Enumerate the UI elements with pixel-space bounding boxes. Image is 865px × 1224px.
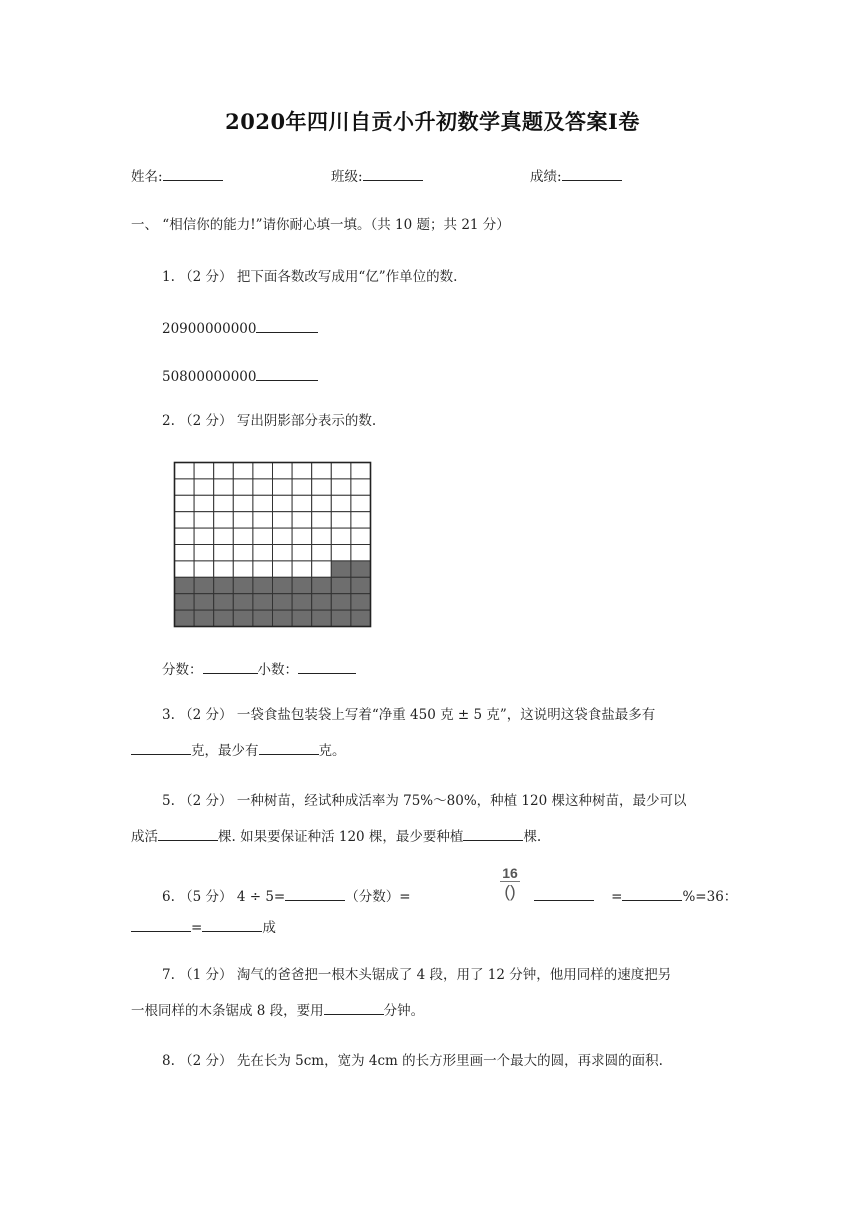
- answer-blank: [259, 740, 319, 755]
- grid-cell: [214, 463, 234, 479]
- grid-cell: [351, 512, 371, 528]
- question-7-line-1: 7. （1 分） 淘气的爸爸把一根木头锯成了 4 段，用了 12 分钟，他用同样的速度把另: [162, 967, 672, 983]
- decimal-blank: [298, 659, 356, 674]
- grid-cell: [273, 463, 293, 479]
- grid-cell-shaded: [214, 610, 234, 626]
- grid-cell-shaded: [175, 610, 195, 626]
- fraction-denominator: (): [504, 882, 516, 901]
- answer-blank: [202, 917, 262, 932]
- grid-cell: [214, 512, 234, 528]
- grid-cell: [194, 512, 214, 528]
- grid-cell: [253, 463, 273, 479]
- fraction-numerator: 16: [502, 865, 518, 881]
- number-text: 20900000000: [162, 321, 257, 337]
- question-text: 克。: [318, 743, 346, 759]
- grid-cell: [175, 512, 195, 528]
- grid-cell: [233, 528, 253, 544]
- name-blank: [163, 166, 223, 181]
- question-text: 克，最少有: [191, 743, 259, 759]
- grid-cell-shaded: [214, 594, 234, 610]
- name-label: 姓名:: [131, 169, 163, 185]
- grid-cell: [292, 561, 312, 577]
- grid-cell: [312, 561, 332, 577]
- grid-cell: [175, 479, 195, 495]
- class-field: [331, 166, 423, 186]
- grid-cell: [273, 545, 293, 561]
- section-heading: 一、 “相信你的能力!”请你耐心填一填。（共 10 题；共 21 分）: [131, 217, 510, 233]
- score-label: 成绩:: [530, 169, 562, 185]
- score-field: [530, 166, 622, 186]
- grid-cell: [233, 495, 253, 511]
- grid-cell-shaded: [331, 594, 351, 610]
- question-2-answer: [162, 659, 356, 679]
- grid-cell: [292, 512, 312, 528]
- grid-cell: [351, 545, 371, 561]
- grid-cell-shaded: [233, 577, 253, 593]
- answer-blank: [463, 826, 523, 841]
- class-blank: [363, 166, 423, 181]
- grid-cell: [175, 561, 195, 577]
- grid-cell-shaded: [331, 610, 351, 626]
- grid-cell: [312, 495, 332, 511]
- grid-cell-shaded: [273, 577, 293, 593]
- grid-cell: [351, 495, 371, 511]
- grid-cell: [312, 463, 332, 479]
- grid-cell-shaded: [273, 594, 293, 610]
- grid-cell: [214, 545, 234, 561]
- class-label: 班级:: [331, 169, 363, 185]
- question-text: 6. （5 分） 4 ÷ 5=: [162, 889, 286, 905]
- question-2-stem: 2. （2 分） 写出阴影部分表示的数.: [162, 413, 377, 429]
- grid-cell: [233, 561, 253, 577]
- grid-cell: [175, 545, 195, 561]
- grid-cell: [194, 495, 214, 511]
- grid-cell: [273, 495, 293, 511]
- grid-cell: [312, 545, 332, 561]
- grid-cell: [331, 495, 351, 511]
- grid-cell-shaded: [292, 577, 312, 593]
- grid-cell: [331, 545, 351, 561]
- grid-cell: [253, 512, 273, 528]
- decimal-label: 小数：: [257, 662, 298, 678]
- question-text: 成活: [131, 829, 158, 845]
- grid-cell: [331, 512, 351, 528]
- question-5-line-2: [131, 826, 541, 846]
- grid-cell-shaded: [194, 594, 214, 610]
- question-5-line-1: 5. （2 分） 一种树苗，经试种成活率为 75%～80%，种植 120 棵这种树苗，最少可以: [162, 793, 687, 809]
- page-title: 2020年四川自贡小升初数学真题及答案Ⅰ卷: [225, 109, 640, 134]
- grid-cell: [292, 495, 312, 511]
- question-3-line-2: [131, 740, 346, 760]
- question-7-line-2: [131, 1000, 424, 1020]
- grid-cell-shaded: [292, 610, 312, 626]
- grid-cell-shaded: [292, 594, 312, 610]
- grid-cell: [194, 463, 214, 479]
- grid-cell: [233, 463, 253, 479]
- grid-cell-shaded: [273, 610, 293, 626]
- grid-cell: [214, 479, 234, 495]
- shaded-grid-figure: [173, 461, 373, 629]
- grid-cell-shaded: [233, 594, 253, 610]
- grid-cell: [312, 528, 332, 544]
- grid-cell: [273, 561, 293, 577]
- score-blank: [562, 166, 622, 181]
- grid-cell: [331, 463, 351, 479]
- grid-cell: [312, 512, 332, 528]
- grid-cell: [233, 545, 253, 561]
- grid-cell: [292, 528, 312, 544]
- grid-cell: [233, 512, 253, 528]
- grid-cell-shaded: [331, 561, 351, 577]
- grid-cell: [214, 528, 234, 544]
- grid-cell: [351, 479, 371, 495]
- question-text: 棵. 如果要保证种活 120 棵，最少要种植: [218, 829, 464, 845]
- grid-cell-shaded: [351, 610, 371, 626]
- answer-blank: [622, 886, 682, 901]
- grid-cell: [175, 528, 195, 544]
- grid-cell-shaded: [312, 577, 332, 593]
- grid-cell: [214, 561, 234, 577]
- grid-cell: [175, 495, 195, 511]
- grid-cell: [351, 528, 371, 544]
- question-3-line-1: 3. （2 分） 一袋食盐包装袋上写着“净重 450 克 ± 5 克”，这说明这袋食盐最多有: [162, 707, 656, 723]
- question-1-item-1: [162, 318, 318, 338]
- grid-cell: [253, 495, 273, 511]
- question-text: 一根同样的木条锯成 8 段，要用: [131, 1003, 324, 1019]
- grid-cell: [351, 463, 371, 479]
- question-text: 成: [262, 920, 276, 936]
- grid-cell: [194, 561, 214, 577]
- fraction-label: 分数：: [162, 662, 203, 678]
- grid-cell: [214, 495, 234, 511]
- grid-cell: [292, 463, 312, 479]
- answer-blank: [285, 886, 345, 901]
- name-field: [131, 166, 223, 186]
- grid-cell-shaded: [351, 561, 371, 577]
- question-text: 分钟。: [383, 1003, 425, 1019]
- grid-cell: [273, 528, 293, 544]
- grid-cell: [292, 479, 312, 495]
- grid-cell-shaded: [331, 577, 351, 593]
- grid-cell: [253, 545, 273, 561]
- grid-cell-shaded: [214, 577, 234, 593]
- answer-blank: [131, 917, 191, 932]
- grid-cell: [273, 479, 293, 495]
- answer-blank: [256, 318, 318, 333]
- question-6-line-2: [131, 917, 276, 937]
- grid-cell-shaded: [253, 610, 273, 626]
- grid-cell: [292, 545, 312, 561]
- grid-cell-shaded: [233, 610, 253, 626]
- grid-cell: [273, 512, 293, 528]
- grid-cell: [253, 479, 273, 495]
- question-8-line-1: 8. （2 分） 先在长为 5cm，宽为 4cm 的长方形里画一个最大的圆，再求圆的面积.: [162, 1053, 663, 1069]
- grid-cell: [312, 479, 332, 495]
- question-6-line-1a: [162, 886, 411, 906]
- grid-cell: [253, 528, 273, 544]
- answer-blank: [256, 366, 318, 381]
- grid-cell-shaded: [175, 594, 195, 610]
- grid-cell: [233, 479, 253, 495]
- grid-cell: [194, 545, 214, 561]
- question-text: （分数）=: [345, 889, 411, 905]
- grid-cell-shaded: [194, 610, 214, 626]
- answer-blank: [324, 1000, 384, 1015]
- grid-cell-shaded: [253, 594, 273, 610]
- question-1-item-2: [162, 366, 318, 386]
- question-1-stem: 1. （2 分） 把下面各数改写成用“亿”作单位的数.: [162, 269, 458, 285]
- answer-blank: [158, 826, 218, 841]
- grid-cell-shaded: [194, 577, 214, 593]
- grid-cell-shaded: [253, 577, 273, 593]
- number-text: 50800000000: [162, 369, 257, 385]
- grid-cell-shaded: [175, 577, 195, 593]
- question-text: =: [191, 920, 203, 936]
- grid-cell-shaded: [312, 610, 332, 626]
- answer-blank: [534, 886, 594, 901]
- grid-cell: [331, 479, 351, 495]
- grid-cell: [331, 528, 351, 544]
- question-text: %=36：: [682, 889, 738, 905]
- question-6-line-1b: [534, 886, 737, 906]
- grid-cell-shaded: [312, 594, 332, 610]
- grid-cell: [253, 561, 273, 577]
- question-text: =: [611, 889, 623, 905]
- question-text: 棵.: [523, 829, 542, 845]
- grid-cell-shaded: [351, 577, 371, 593]
- grid-cell: [175, 463, 195, 479]
- grid-cell: [194, 528, 214, 544]
- grid-cell-shaded: [351, 594, 371, 610]
- fraction-blank: [203, 659, 258, 674]
- fraction-image: [498, 866, 522, 900]
- answer-blank: [131, 740, 191, 755]
- grid-cell: [194, 479, 214, 495]
